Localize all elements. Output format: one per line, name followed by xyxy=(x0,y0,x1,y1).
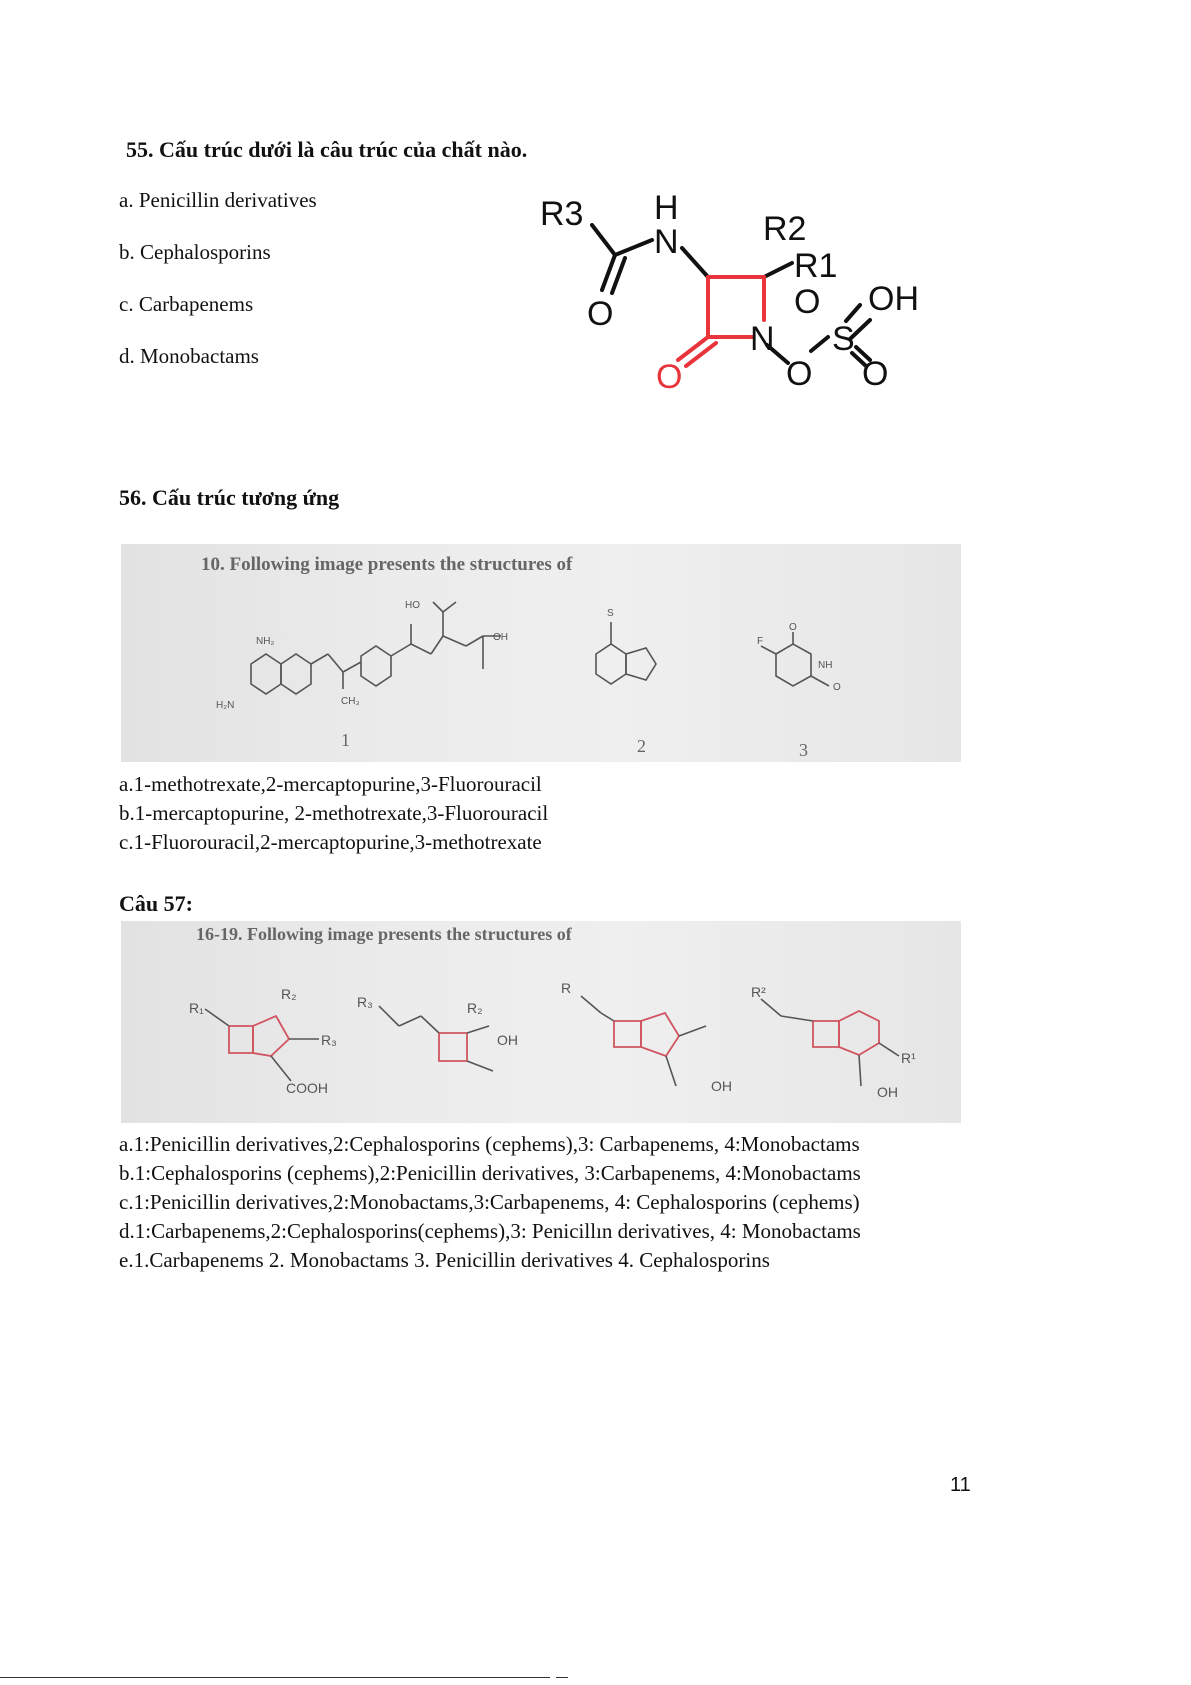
q56-option-b: b.1-mercaptopurine, 2-methotrexate,3-Fluorouracil xyxy=(119,801,549,825)
q57-option-d: d.1:Carbapenems,2:Cephalosporins(cephems),3: Penicillın derivatives, 4: Monobactams xyxy=(119,1219,861,1243)
q57-option-c: c.1:Penicillin derivatives,2:Monobactams,3:Carbapenems, 4: Cephalosporins (cephems) xyxy=(119,1190,860,1214)
s-label: S xyxy=(832,320,855,358)
q55-title: 55. Cấu trúc dưới là câu trúc của chất nào. xyxy=(126,137,528,162)
q55-option-c: c. Carbapenems xyxy=(119,292,254,316)
o-upper-label: O xyxy=(794,283,821,321)
q57-title: Câu 57: xyxy=(119,891,193,916)
svg-text:R₂: R₂ xyxy=(467,1000,483,1016)
q56-structure-number-3: 3 xyxy=(799,740,808,760)
svg-text:OH: OH xyxy=(493,632,508,643)
q57-option-e: e.1.Carbapenems 2. Monobactams 3. Penicillin derivatives 4. Cephalosporins xyxy=(119,1248,770,1272)
o-bridge-label: O xyxy=(786,355,813,393)
q57-option-b: b.1:Cephalosporins (cephems),2:Penicillin derivatives, 3:Carbapenems, 4:Monobactams xyxy=(119,1161,861,1185)
svg-text:R₃: R₃ xyxy=(321,1032,337,1048)
svg-text:R₃: R₃ xyxy=(357,994,373,1010)
svg-text:R²: R² xyxy=(751,984,766,1000)
svg-text:O: O xyxy=(789,622,797,633)
q56-structure-number-2: 2 xyxy=(637,736,646,756)
q56-structures-photo xyxy=(121,544,961,762)
n-label: N xyxy=(654,223,679,261)
page-number: 11 xyxy=(950,1474,971,1496)
oh-label: OH xyxy=(868,280,919,318)
footer-rule-short xyxy=(556,1677,568,1678)
svg-text:F: F xyxy=(757,636,764,647)
svg-text:R: R xyxy=(561,980,572,996)
svg-text:CH₃: CH₃ xyxy=(341,696,360,707)
r3-label: R3 xyxy=(540,195,584,233)
q57-structures-photo xyxy=(121,921,961,1123)
q55-option-b: b. Cephalosporins xyxy=(119,240,271,264)
footer-rule xyxy=(0,1677,550,1678)
q55-option-a: a. Penicillin derivatives xyxy=(119,188,317,212)
svg-text:COOH: COOH xyxy=(286,1080,328,1096)
svg-text:HO: HO xyxy=(405,600,420,611)
svg-text:NH₂: NH₂ xyxy=(256,636,275,647)
q57-image-title: 16-19. Following image presents the structures of xyxy=(196,924,572,944)
svg-text:OH: OH xyxy=(711,1078,732,1094)
o-lower-label: O xyxy=(862,355,889,393)
o-carbonyl-label: O xyxy=(587,295,614,333)
svg-text:R₂: R₂ xyxy=(281,986,297,1002)
svg-text:R₁: R₁ xyxy=(189,1000,204,1016)
q56-image-title: 10. Following image presents the structures of xyxy=(201,554,573,575)
n-ring-label: N xyxy=(750,320,775,358)
r1-label: R1 xyxy=(794,247,838,285)
structure-diagrams-q56 xyxy=(121,544,961,762)
r2-label: R2 xyxy=(763,210,807,248)
q56-option-a: a.1-methotrexate,2-mercaptopurine,3-Fluorouracil xyxy=(119,772,542,796)
svg-text:NH: NH xyxy=(818,660,833,671)
structure-diagrams-q57 xyxy=(121,921,961,1123)
svg-text:R¹: R¹ xyxy=(901,1050,916,1066)
svg-text:OH: OH xyxy=(877,1084,898,1100)
q56-option-c: c.1-Fluorouracil,2-mercaptopurine,3-methotrexate xyxy=(119,830,542,854)
svg-text:H₂N: H₂N xyxy=(216,700,235,711)
svg-text:OH: OH xyxy=(497,1032,518,1048)
h-label: H xyxy=(654,189,679,227)
q56-structure-number-1: 1 xyxy=(341,730,350,750)
monobactam-structure xyxy=(530,185,930,400)
svg-text:O: O xyxy=(833,682,841,693)
o-lactam-label: O xyxy=(656,358,683,396)
svg-text:S: S xyxy=(607,608,614,619)
q55-option-d: d. Monobactams xyxy=(119,344,259,368)
q57-option-a: a.1:Penicillin derivatives,2:Cephalosporins (cephems),3: Carbapenems, 4:Monobactams xyxy=(119,1132,860,1156)
q56-title: 56. Cấu trúc tương ứng xyxy=(119,485,340,510)
